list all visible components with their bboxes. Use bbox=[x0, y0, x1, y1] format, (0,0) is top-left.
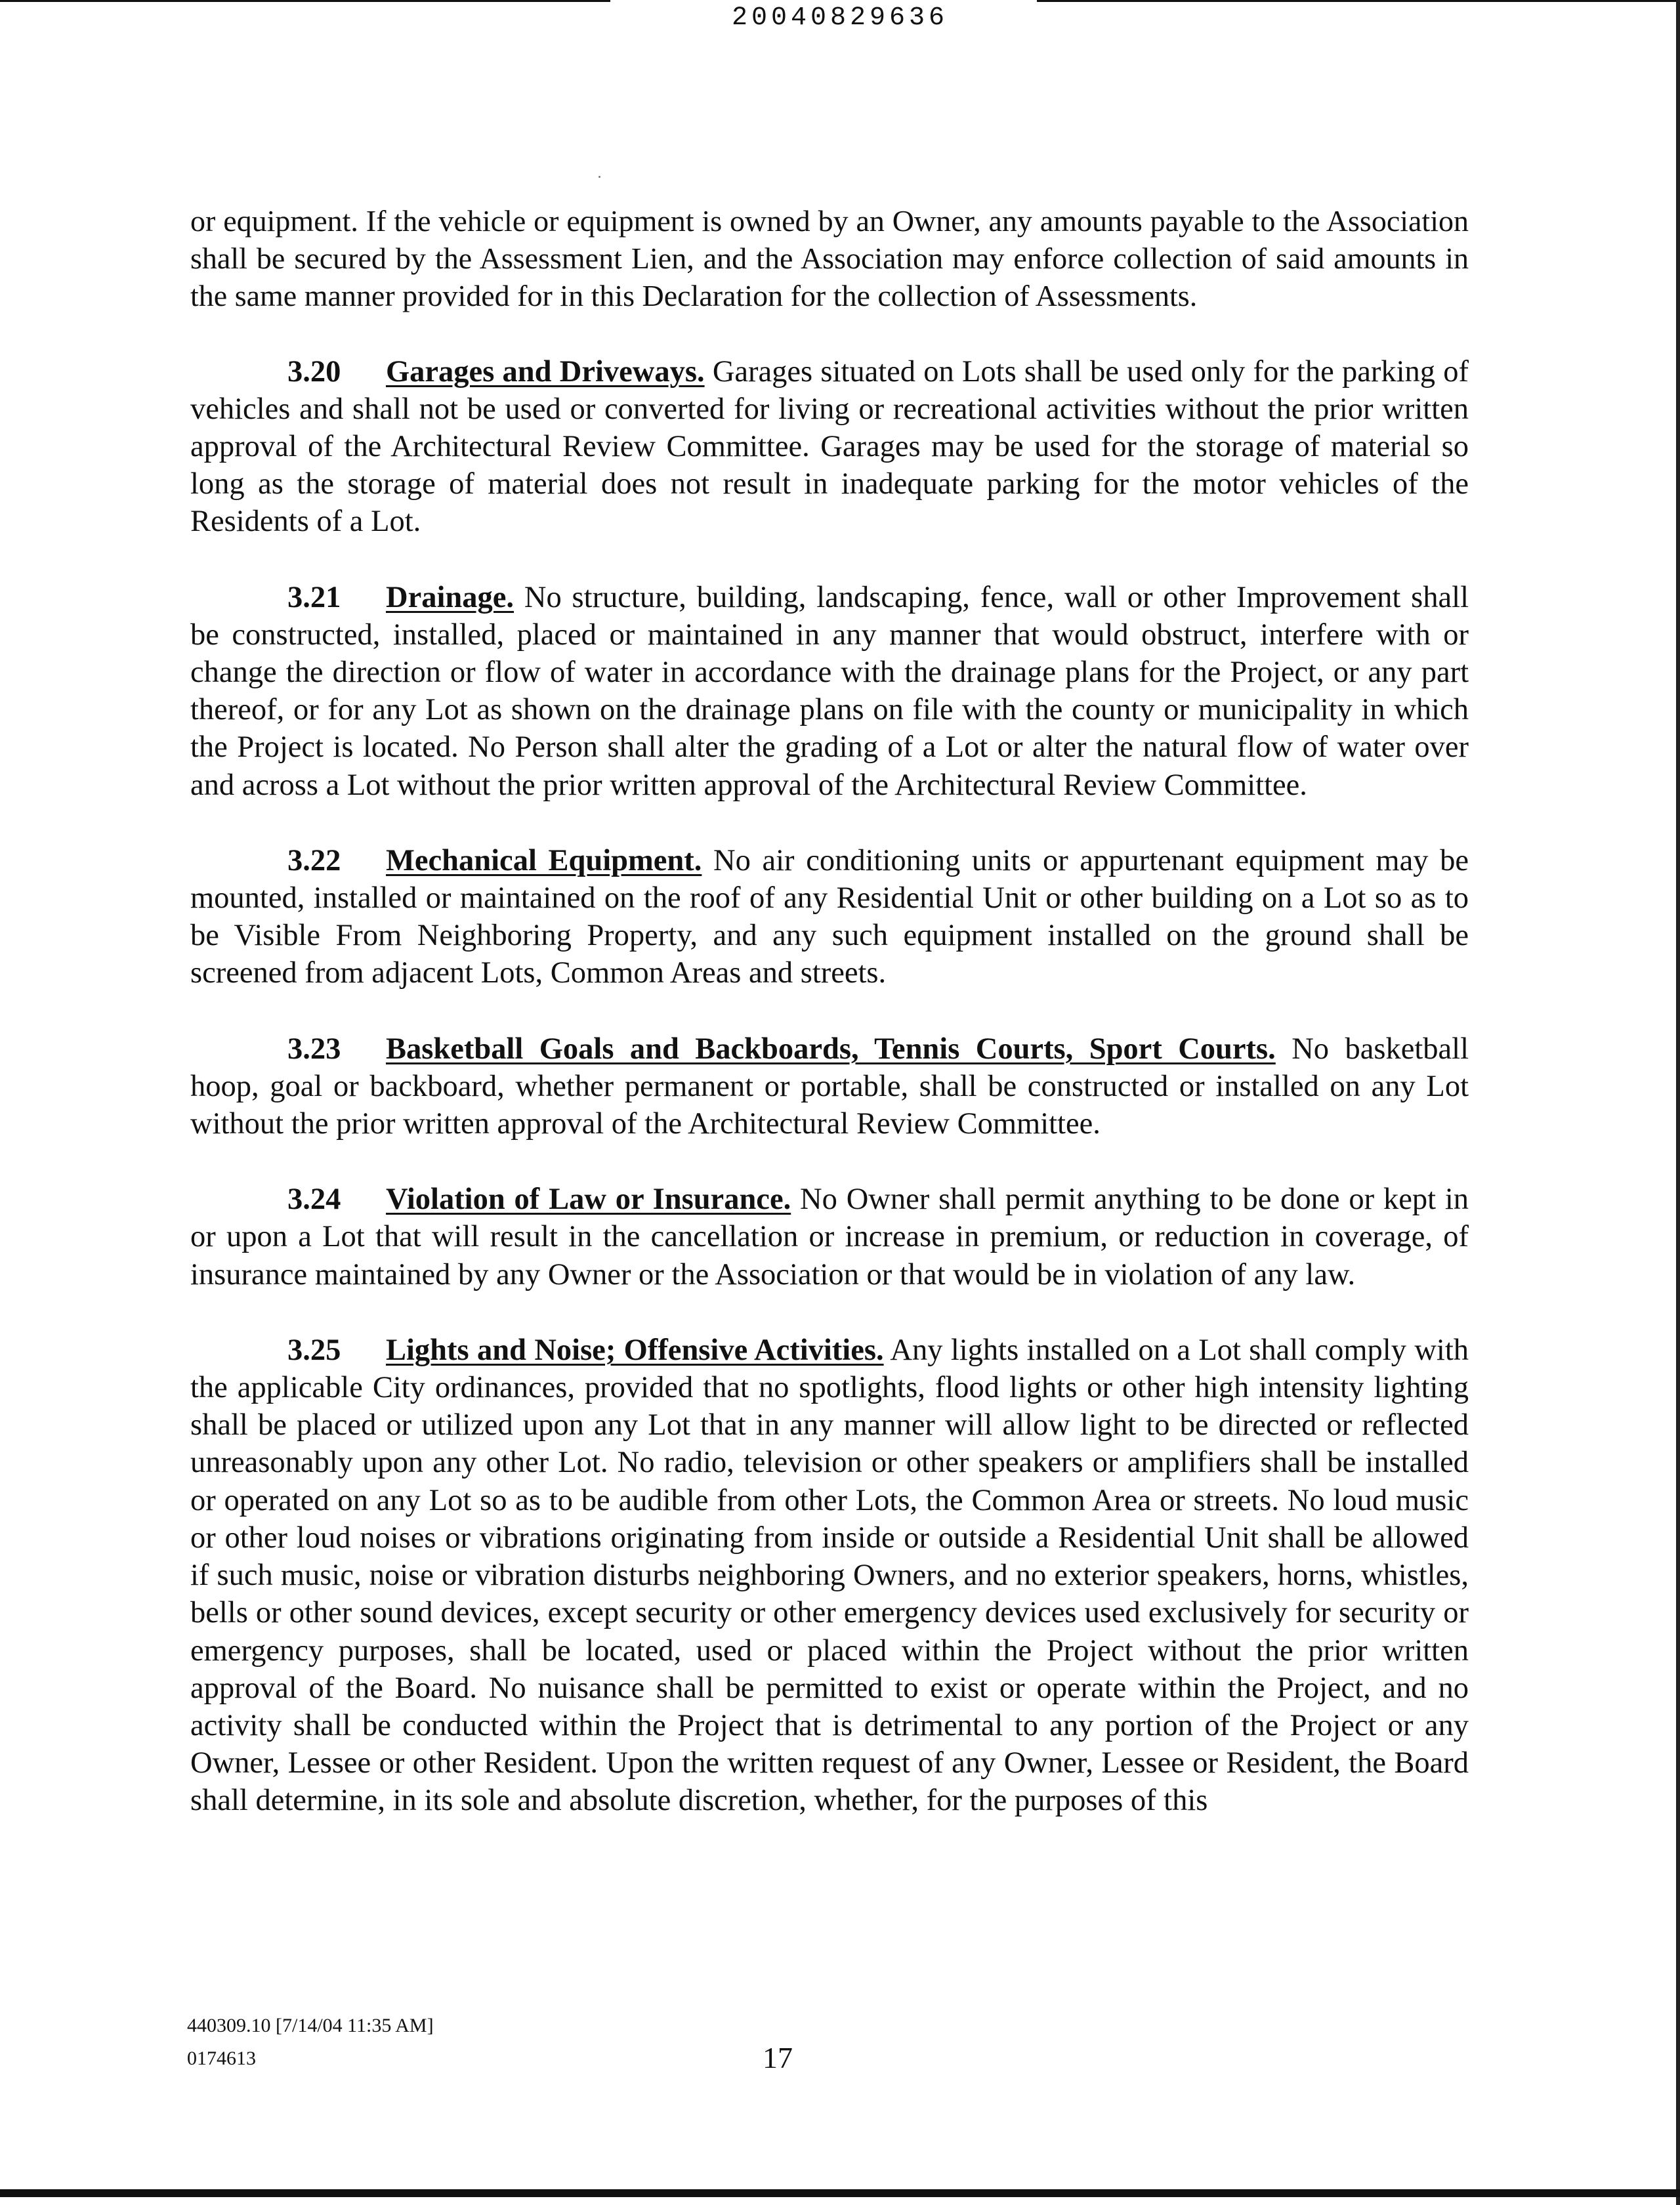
section-title: Drainage. bbox=[386, 580, 514, 614]
section-3-20 bbox=[190, 353, 1469, 541]
section-text: Garages situated on Lots shall be used only for the parking of vehicles and shall not be used or converted for living or recreational activities without the prior written approval of the Architectural Review Committee. Garages may be used for the storage of material so long as the storage of material does not result in inadequate parking for the motor vehicles of the Residents of a Lot. bbox=[190, 354, 1469, 539]
section-title: Violation of Law or Insurance. bbox=[386, 1183, 791, 1217]
section-3-24 bbox=[190, 1181, 1469, 1293]
section-number: 3.23 bbox=[287, 1032, 341, 1066]
section-text: No Owner shall permit anything to be done or kept in or upon a Lot that will result in the cancellation or increase in premium, or reduction in coverage, of insurance maintained by any Owner or the Association or that would be in violation of any law. bbox=[190, 1183, 1469, 1292]
page-number: 17 bbox=[763, 2041, 793, 2074]
section-title: Basketball Goals and Backboards, Tennis Courts, Sport Courts. bbox=[386, 1032, 1276, 1066]
section-title: Mechanical Equipment. bbox=[386, 843, 702, 877]
section-number: 3.21 bbox=[287, 580, 341, 614]
intro-paragraph: or equipment. If the vehicle or equipment is owned by an Owner, any amounts payable to the Association shall be secured by the Assessment Lien, and the Association may enforce collection of said amounts in the same manner provided for in this Declaration for the collection of Assessments. bbox=[190, 204, 1469, 313]
section-3-22 bbox=[190, 842, 1469, 992]
scan-right-edge bbox=[1676, 0, 1680, 2205]
bottom-border bbox=[0, 2189, 1680, 2197]
section-text: No air conditioning units or appurtenant equipment may be mounted, installed or maintained on the roof of any Residential Unit or other building on a Lot so as to be Visible From Neighboring Property, and any such equipment installed on the ground shall be screened from adjacent Lots, Common Areas and streets. bbox=[190, 843, 1469, 990]
footer-doc-code: 440309.10 [7/14/04 11:35 AM] bbox=[187, 2015, 434, 2036]
scan-speck bbox=[598, 176, 600, 178]
section-text: No structure, building, landscaping, fence, wall or other Improvement shall be constructed, installed, placed or maintained in any manner that would obstruct, interfere with or change the direction or flow of water in accordance with the drainage plans for the Project, or any part thereof, or for any Lot as shown on the drainage plans on file with the county or municipality in which the Project is located. No Person shall alter the grading of a Lot or alter the natural flow of water over and across a Lot without the prior written approval of the Architectural Review Committee. bbox=[190, 580, 1469, 802]
section-number: 3.24 bbox=[287, 1183, 341, 1217]
section-number: 3.22 bbox=[287, 843, 341, 877]
section-number: 3.20 bbox=[287, 354, 341, 388]
section-text: No basketball hoop, goal or backboard, whether permanent or portable, shall be constructed or installed on any Lot without the prior written approval of the Architectural Review Committee. bbox=[190, 1032, 1469, 1141]
section-title: Lights and Noise; Offensive Activities. bbox=[386, 1333, 884, 1367]
section-text: Any lights installed on a Lot shall comply with the applicable City ordinances, provided that no spotlights, flood lights or other high intensity lighting shall be placed or utilized upon any Lot that in any manner will allow light to be directed or reflected unreasonably upon any other Lot. No radio, television or other speakers or amplifiers shall be installed or operated on any Lot so as to be audible from other Lots, the Common Area or streets. No loud music or other loud noises or vibrations originating from inside or outside a Residential Unit shall be allowed if such music, noise or vibration disturbs neighboring Owners, and no exterior speakers, horns, whistles, bells or other sound devices, except security or other emergency devices used exclusively for security or emergency purposes, shall be located, used or placed within the Project without the prior written approval of the Board. No nuisance shall be permitted to exist or operate within the Project, and no activity shall be conducted within the Project that is detrimental to any portion of the Project or any Owner, Lessee or other Resident. Upon the written request of any Owner, Lessee or Resident, the Board shall determine, in its sole and absolute discretion, whether, for the purposes of this bbox=[190, 1333, 1469, 1818]
footer-client-code: 0174613 bbox=[187, 2048, 256, 2069]
section-title: Garages and Driveways. bbox=[386, 354, 705, 388]
document-body bbox=[190, 202, 1469, 1858]
section-3-23 bbox=[190, 1030, 1469, 1143]
section-3-21 bbox=[190, 579, 1469, 804]
section-number: 3.25 bbox=[287, 1333, 341, 1367]
section-3-25 bbox=[190, 1332, 1469, 1820]
document-number: 20040829636 bbox=[731, 3, 949, 33]
